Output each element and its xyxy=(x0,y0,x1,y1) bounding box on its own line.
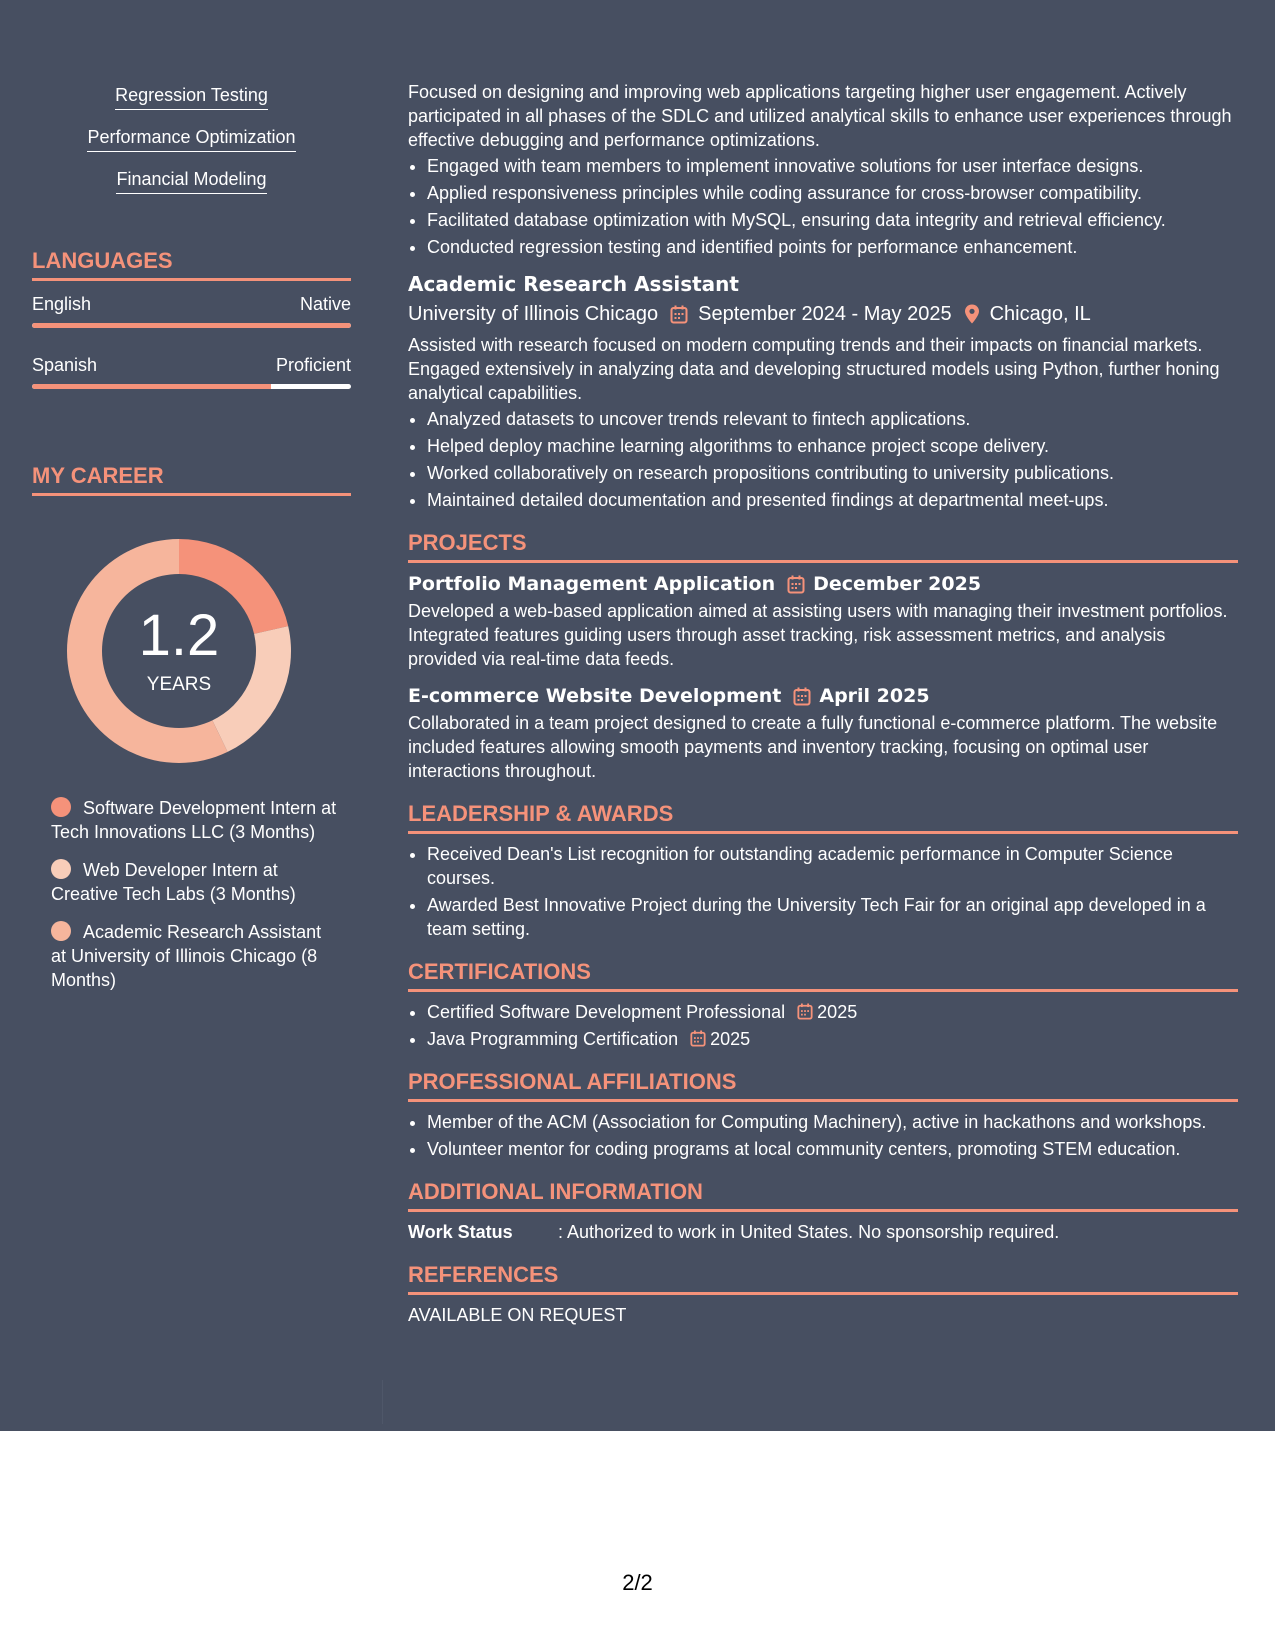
sidebar xyxy=(32,84,351,1006)
legend-dot xyxy=(51,797,71,817)
certification-item xyxy=(427,1027,1238,1051)
column-divider xyxy=(382,1380,383,1424)
bullet-item: • Maintained detailed documentation and presented findings at departmental meet-ups. xyxy=(427,488,1238,512)
leadership-bullets xyxy=(408,842,1238,941)
bullet-item: • Awarded Best Innovative Project during the University Tech Fair for an original app developed in a team setting. xyxy=(427,893,1238,941)
calendar-icon xyxy=(670,305,688,324)
career-unit: YEARS xyxy=(146,674,212,695)
career-item xyxy=(51,796,341,844)
bullet-item: • Engaged with team members to implement innovative solutions for user interface designs. xyxy=(427,154,1238,178)
legend-dot xyxy=(51,921,71,941)
references-heading: REFERENCES xyxy=(408,1262,1238,1295)
bullet-item: • Analyzed datasets to uncover trends relevant to fintech applications. xyxy=(427,407,1238,431)
projects-heading: PROJECTS xyxy=(408,530,1238,563)
project-date: December 2025 xyxy=(813,573,982,595)
language-bar-fill xyxy=(32,384,271,389)
career-total: 1.2 xyxy=(138,603,220,668)
affiliations-bullets xyxy=(408,1110,1238,1161)
job-company: University of Illinois Chicago xyxy=(408,303,659,325)
career-donut xyxy=(66,538,292,764)
skill-item: Performance Optimization xyxy=(87,126,295,152)
calendar-icon xyxy=(690,1030,706,1047)
certification-name: Certified Software Development Professional xyxy=(427,1002,786,1022)
career-item-text: Academic Research Assistant at University of Illinois Chicago (8 Months) xyxy=(51,922,322,990)
career-item-text: Web Developer Intern at Creative Tech Labs (3 Months) xyxy=(51,860,296,904)
bullet-item: • Volunteer mentor for coding programs at local community centers, promoting STEM education. xyxy=(427,1137,1238,1161)
job-description: Assisted with research focused on modern computing trends and their impacts on financial markets. Engaged extensively in analyzing data and developing structured models using Python, further honing analytical capabilities. xyxy=(408,335,1220,403)
certification-name: Java Programming Certification xyxy=(427,1029,679,1049)
career-legend xyxy=(32,796,351,992)
location-pin-icon xyxy=(964,304,980,324)
project-description: Developed a web-based application aimed at assisting users with managing their investment portfolios. Integrated features guiding users through asset tracking, risk assessment metrics, and analysis provided via real-time data feeds. xyxy=(408,601,1228,669)
skill-item: Financial Modeling xyxy=(116,168,266,194)
bullet-item: • Conducted regression testing and identified points for performance enhancement. xyxy=(427,235,1238,259)
career-item-text: Software Development Intern at Tech Innovations LLC (3 Months) xyxy=(51,798,337,842)
language-bar xyxy=(32,323,351,328)
certification-item xyxy=(427,1000,1238,1024)
page-number: 2/2 xyxy=(622,1570,653,1595)
language-english xyxy=(32,293,351,328)
experience-bullets xyxy=(408,154,1238,259)
additional-info-heading: ADDITIONAL INFORMATION xyxy=(408,1179,1238,1212)
certification-year: 2025 xyxy=(710,1029,751,1049)
job-bullets xyxy=(408,407,1238,512)
leadership-heading: LEADERSHIP & AWARDS xyxy=(408,801,1238,834)
career-item xyxy=(51,858,341,906)
languages-heading: LANGUAGES xyxy=(32,248,351,281)
language-bar xyxy=(32,384,351,389)
certification-year: 2025 xyxy=(817,1002,858,1022)
experience-intro: Focused on designing and improving web applications targeting higher user engagement. Actively participated in all phases of the SDLC and utilized analytical skills to enhance user experiences through effective debugging and performance optimizations. xyxy=(408,82,1232,150)
project-description: Collaborated in a team project designed to create a fully functional e-commerce platform. The website included features allowing smooth payments and inventory tracking, focusing on optimal user interactions throughout. xyxy=(408,713,1218,781)
bullet-item: • Facilitated database optimization with MySQL, ensuring data integrity and retrieval efficiency. xyxy=(427,208,1238,232)
project-header xyxy=(408,683,1238,709)
career-item xyxy=(51,920,341,992)
job-meta xyxy=(408,301,1238,327)
calendar-icon xyxy=(793,687,811,706)
bullet-item: • Member of the ACM (Association for Computing Machinery), active in hackathons and workshops. xyxy=(427,1110,1238,1134)
language-name: English xyxy=(32,294,92,314)
project-name: Portfolio Management Application xyxy=(408,573,776,595)
project-date: April 2025 xyxy=(819,685,930,707)
bullet-item: • Helped deploy machine learning algorithms to enhance project scope delivery. xyxy=(427,434,1238,458)
calendar-icon xyxy=(797,1003,813,1020)
main-content xyxy=(408,80,1238,1327)
language-level: Proficient xyxy=(275,355,351,375)
bullet-item: • Received Dean's List recognition for outstanding academic performance in Computer Science courses. xyxy=(427,842,1238,890)
work-status-row xyxy=(408,1220,1238,1244)
certifications-heading: CERTIFICATIONS xyxy=(408,959,1238,992)
skill-item: Regression Testing xyxy=(115,84,268,110)
calendar-icon xyxy=(787,575,805,594)
language-level: Native xyxy=(299,294,351,314)
project-header xyxy=(408,571,1238,597)
language-spanish xyxy=(32,354,351,389)
language-bar-fill xyxy=(32,323,351,328)
work-status-label: Work Status xyxy=(408,1222,513,1242)
job-dates: September 2024 - May 2025 xyxy=(698,303,952,325)
work-status-value: : Authorized to work in United States. No sponsorship required. xyxy=(558,1222,1060,1242)
bullet-item: • Applied responsiveness principles while coding assurance for cross-browser compatibility. xyxy=(427,181,1238,205)
affiliations-heading: PROFESSIONAL AFFILIATIONS xyxy=(408,1069,1238,1102)
certifications-list xyxy=(408,1000,1238,1051)
references-text: AVAILABLE ON REQUEST xyxy=(408,1305,627,1325)
language-name: Spanish xyxy=(32,355,98,375)
career-heading: MY CAREER xyxy=(32,463,351,496)
legend-dot xyxy=(51,859,71,879)
job-title: Academic Research Assistant xyxy=(408,272,739,296)
bullet-item: • Worked collaboratively on research propositions contributing to university publications. xyxy=(427,461,1238,485)
job-location: Chicago, IL xyxy=(989,303,1091,325)
project-name: E-commerce Website Development xyxy=(408,685,782,707)
skills-list xyxy=(32,84,351,210)
